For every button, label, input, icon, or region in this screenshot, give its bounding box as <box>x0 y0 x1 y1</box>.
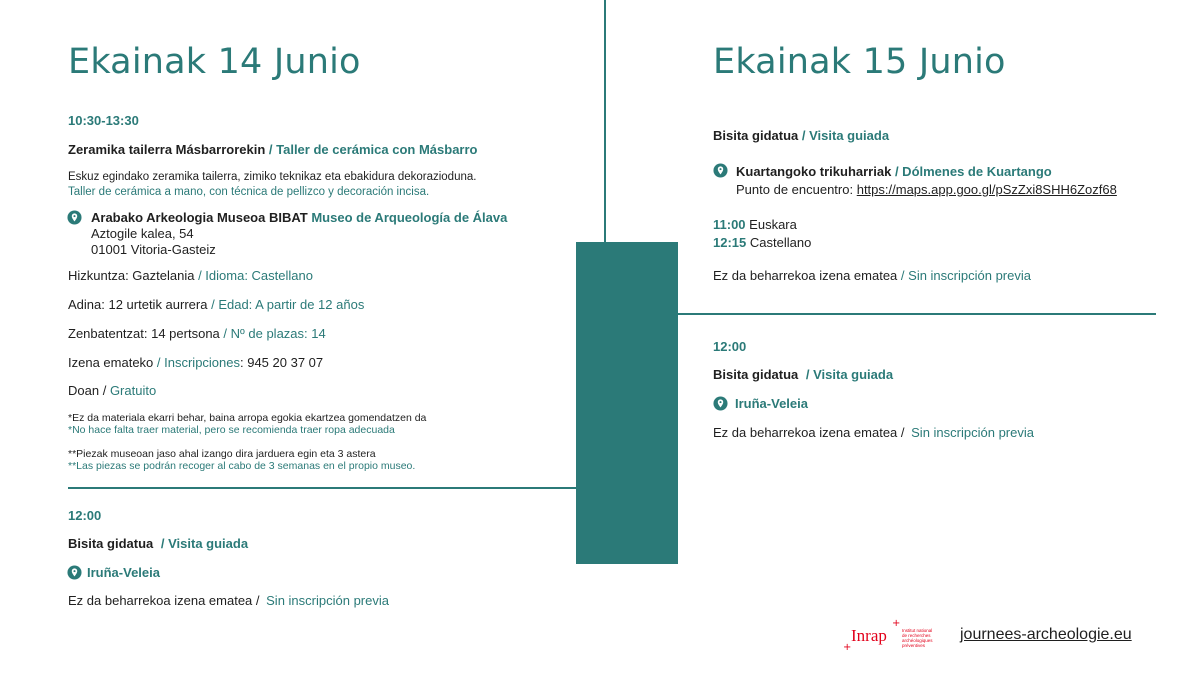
event2-time: 12:00 <box>68 508 102 523</box>
location-pin-icon <box>67 565 82 580</box>
event2-registration: Ez da beharrekoa izena ematea / Sin inscripción previa <box>68 593 389 608</box>
day1-title: Ekainak 14 Junio <box>68 42 361 82</box>
day2-event2-registration: Ez da beharrekoa izena ematea / Sin inscripción previa <box>713 425 1034 440</box>
day2-event1-schedule <box>713 216 811 252</box>
left-horizontal-divider <box>68 487 576 489</box>
event1-venue-eu: Arabako Arkeologia Museoa BIBAT <box>91 210 308 225</box>
right-horizontal-divider <box>678 313 1156 315</box>
inrap-logo <box>843 618 933 654</box>
website-link[interactable]: journees-archeologie.eu <box>960 626 1132 643</box>
logo-spark-icon: + <box>843 642 852 653</box>
location-pin-icon <box>713 396 728 411</box>
location-pin-icon <box>67 210 82 225</box>
event1-signup-phone: : 945 20 37 07 <box>240 355 324 370</box>
event1-title-es: / Taller de cerámica con Másbarro <box>268 142 478 157</box>
logo-tagline: Institut national de recherches archéologiques préventives <box>902 628 933 648</box>
day2-event1-venue: Kuartangoko trikuharriak / Dólmenes de Kuartango Punto de encuentro: https://maps.app.goo.gl/pSzZxi8SHH6Zozf68 <box>736 164 1117 197</box>
event1-price: Doan / Gratuito <box>68 383 157 398</box>
meeting-point-link[interactable]: https://maps.app.goo.gl/pSzZxi8SHH6Zozf68 <box>856 182 1117 197</box>
logo-name: Inrap <box>851 626 887 645</box>
event1-language: Hizkuntza: Gaztelania / Idioma: Castellano <box>68 268 313 283</box>
event1-signup: Izena emateko / Inscripciones: 945 20 37 07 <box>68 355 324 370</box>
day2-event2-time: 12:00 <box>713 339 747 354</box>
day2-event1-registration: Ez da beharrekoa izena ematea / Sin inscripción previa <box>713 268 1031 283</box>
event1-venue <box>91 210 507 258</box>
schedule-time-1: 11:00 <box>713 217 746 232</box>
teal-block-decoration <box>576 242 678 564</box>
schedule-lang-1: Euskara <box>749 217 797 232</box>
day2-event2-venue: Iruña-Veleia <box>735 396 808 411</box>
meeting-point-label: Punto de encuentro: <box>736 182 854 197</box>
schedule-time-2: 12:15 <box>713 235 747 250</box>
vertical-divider <box>604 0 606 242</box>
event1-places: Zenbatentzat: 14 pertsona / Nº de plazas: 14 <box>68 326 326 341</box>
day2-event2-title: Bisita gidatua / Visita guiada <box>713 367 894 382</box>
logo-spark-icon-2: + <box>892 618 901 629</box>
event1-address-city: 01001 Vitoria-Gasteiz <box>91 242 216 257</box>
schedule-lang-2: Castellano <box>749 235 812 250</box>
event1-description <box>68 170 476 199</box>
event1-title <box>68 142 477 157</box>
location-pin-icon <box>713 163 728 178</box>
event2-title: Bisita gidatua / Visita guiada <box>68 536 249 551</box>
event1-desc-es: Taller de cerámica a mano, con técnica de pellizco y decoración incisa. <box>68 185 430 198</box>
event1-note1: *Ez da materiala ekarri behar, baina arropa egokia ekartzea gomendatzen da *No hace falta traer material, pero se recomienda traer ropa adecuada <box>68 412 427 436</box>
event2-venue: Iruña-Veleia <box>87 565 160 580</box>
event1-time: 10:30-13:30 <box>68 113 139 128</box>
event1-title-eu: Zeramika tailerra Másbarrorekin <box>68 142 266 157</box>
event1-venue-es: Museo de Arqueología de Álava <box>311 210 508 225</box>
event1-address-street: Aztogile kalea, 54 <box>91 226 194 241</box>
day2-event1-title: Bisita gidatua / Visita guiada <box>713 128 890 143</box>
event1-note2: **Piezak museoan jaso ahal izango dira jarduera egin eta 3 astera **Las piezas se podrán recoger al cabo de 3 semanas en el propio museo. <box>68 448 416 472</box>
event1-age: Adina: 12 urtetik aurrera / Edad: A partir de 12 años <box>68 297 365 312</box>
day2-title: Ekainak 15 Junio <box>713 42 1006 82</box>
event1-desc-eu: Eskuz egindako zeramika tailerra, zimiko teknikaz eta ebakidura dekorazioduna. <box>68 171 477 183</box>
